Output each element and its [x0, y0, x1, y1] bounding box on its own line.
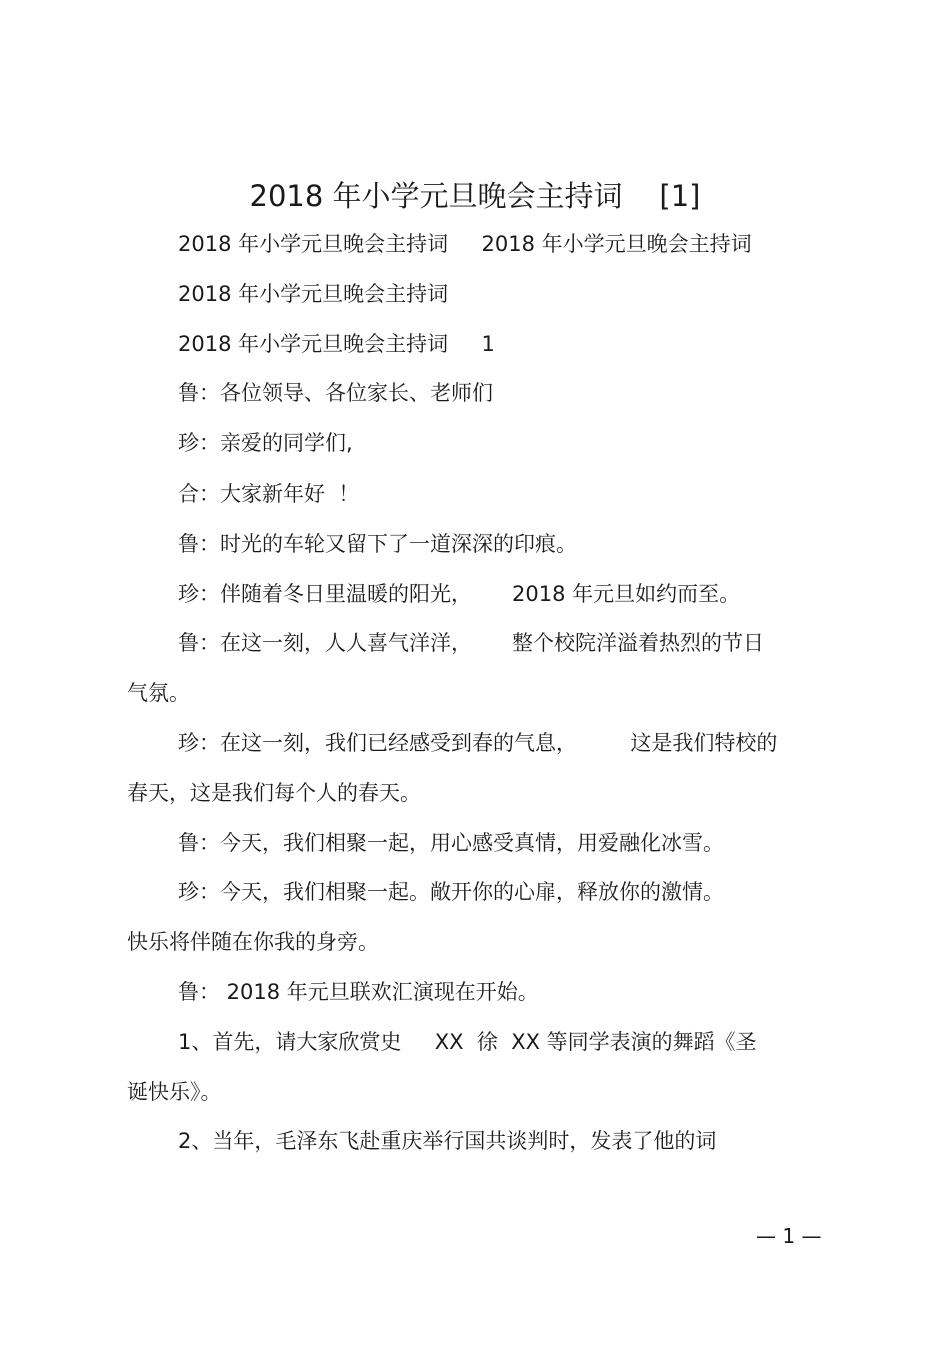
text-line: 2018 年小学元旦晚会主持词 1 — [178, 332, 495, 356]
dialogue-line: 鲁：今天，我们相聚一起，用心感受真情，用爱融化冰雪。 — [178, 831, 724, 855]
dialogue-line-continuation: 春天，这是我们每个人的春天。 — [127, 781, 421, 805]
program-item-continuation: 诞快乐》。 — [127, 1080, 222, 1104]
program-item: 1、首先，请大家欣赏史 XX 徐 XX 等同学表演的舞蹈《圣 — [178, 1030, 757, 1054]
dialogue-line-continuation: 快乐将伴随在你我的身旁。 — [127, 930, 379, 954]
program-item: 2、当年，毛泽东飞赴重庆举行国共谈判时，发表了他的词 — [178, 1129, 717, 1153]
page-number: — 1 — — [756, 1224, 822, 1248]
dialogue-line: 鲁：各位领导、各位家长、老师们 — [178, 381, 493, 405]
text-line: 2018 年小学元旦晚会主持词 2018 年小学元旦晚会主持词 — [178, 232, 752, 256]
dialogue-line: 鲁：时光的车轮又留下了一道深深的印痕。 — [178, 532, 577, 556]
document-title: 2018 年小学元旦晚会主持词 [1] — [249, 179, 701, 213]
dialogue-line: 鲁： 2018 年元旦联欢汇演现在开始。 — [178, 980, 539, 1004]
dialogue-line: 珍：今天，我们相聚一起。敞开你的心扉，释放你的激情。 — [178, 880, 724, 904]
text-line: 2018 年小学元旦晚会主持词 — [178, 282, 449, 306]
dialogue-line: 珍：亲爱的同学们, — [178, 431, 353, 455]
dialogue-line: 合：大家新年好 ！ — [178, 482, 360, 506]
dialogue-line: 珍：在这一刻，我们已经感受到春的气息， 这是我们特校的 — [178, 731, 778, 755]
dialogue-line: 鲁：在这一刻，人人喜气洋洋， 整个校院洋溢着热烈的节日 — [178, 631, 765, 655]
dialogue-line: 珍：伴随着冬日里温暖的阳光， 2018 年元旦如约而至。 — [178, 582, 741, 606]
dialogue-line-continuation: 气氛。 — [127, 681, 190, 705]
